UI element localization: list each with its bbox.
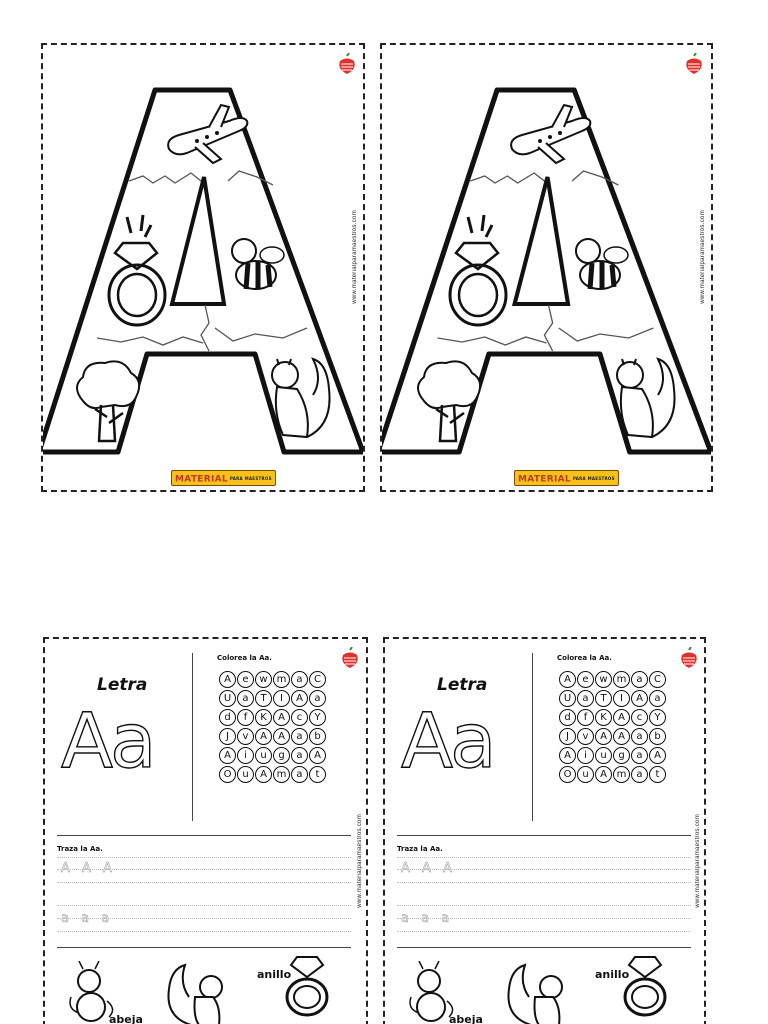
- letter-bubble[interactable]: A: [649, 747, 666, 764]
- ring-icon: [446, 207, 510, 327]
- trace-uppercase: A A A: [61, 861, 116, 876]
- letter-bubble[interactable]: T: [595, 690, 612, 707]
- ring-icon: [105, 207, 169, 327]
- brand-logo: [171, 470, 276, 486]
- section-divider-horizontal: [397, 947, 691, 948]
- letter-bubble[interactable]: J: [559, 728, 576, 745]
- letter-bubble[interactable]: u: [595, 747, 612, 764]
- letter-bubble[interactable]: a: [631, 766, 648, 783]
- worksheet-heading: Letra: [97, 675, 148, 695]
- color-instruction: Colorea la Aa.: [557, 654, 612, 662]
- letter-bubble[interactable]: A: [219, 747, 236, 764]
- letter-bubble[interactable]: m: [613, 671, 630, 688]
- letter-a-worksheet: [383, 637, 706, 1024]
- section-divider-horizontal: [57, 947, 351, 948]
- letter-a-coloring-card: [41, 43, 365, 492]
- letter-bubble[interactable]: c: [291, 709, 308, 726]
- letter-a-coloring-card: [380, 43, 713, 492]
- letter-bubble[interactable]: a: [631, 728, 648, 745]
- letter-bubble[interactable]: A: [595, 728, 612, 745]
- letter-bubble[interactable]: I: [613, 690, 630, 707]
- letter-bubble[interactable]: Y: [649, 709, 666, 726]
- trace-guide-line: [57, 882, 351, 883]
- squirrel-icon: [612, 349, 678, 441]
- letter-bubble[interactable]: g: [613, 747, 630, 764]
- site-url: www.materialparamaestros.com: [357, 814, 363, 908]
- letter-bubble[interactable]: i: [237, 747, 254, 764]
- letter-bubble-grid: [559, 671, 667, 785]
- letter-bubble[interactable]: a: [291, 766, 308, 783]
- trace-lowercase: a a a: [61, 911, 114, 926]
- letter-bubble[interactable]: t: [649, 766, 666, 783]
- letter-bubble[interactable]: A: [291, 690, 308, 707]
- letter-bubble[interactable]: v: [577, 728, 594, 745]
- letter-bubble[interactable]: w: [255, 671, 272, 688]
- trace-instruction: Traza la Aa.: [57, 845, 103, 853]
- letter-bubble[interactable]: a: [631, 747, 648, 764]
- big-letter-aa: Aa: [401, 696, 494, 785]
- section-divider-horizontal: [397, 835, 691, 836]
- word-ring: anillo: [257, 968, 292, 981]
- trace-guide-line: [397, 857, 691, 858]
- letter-bubble[interactable]: J: [219, 728, 236, 745]
- letter-bubble[interactable]: d: [559, 709, 576, 726]
- trace-guide-line: [57, 905, 351, 906]
- trace-guide-line: [397, 905, 691, 906]
- airplane-icon: [506, 97, 596, 167]
- letter-bubble[interactable]: b: [309, 728, 326, 745]
- letter-bubble[interactable]: a: [291, 747, 308, 764]
- trace-guide-line: [57, 931, 351, 932]
- letter-bubble[interactable]: a: [649, 690, 666, 707]
- letter-bubble[interactable]: u: [255, 747, 272, 764]
- squirrel-icon: [505, 963, 567, 1024]
- brand-logo-sub: PARA MAESTROS: [229, 476, 272, 481]
- letter-bubble[interactable]: c: [631, 709, 648, 726]
- letter-bubble[interactable]: A: [631, 690, 648, 707]
- ring-icon: [621, 953, 671, 1017]
- brand-logo-main: MATERIAL: [518, 474, 571, 485]
- word-ring: anillo: [595, 968, 630, 981]
- letter-bubble[interactable]: K: [595, 709, 612, 726]
- color-instruction: Colorea la Aa.: [217, 654, 272, 662]
- letter-bubble[interactable]: m: [613, 766, 630, 783]
- squirrel-icon: [165, 963, 227, 1024]
- section-divider-vertical: [192, 653, 193, 821]
- site-url: www.materialparamaestros.com: [352, 210, 358, 304]
- letter-bubble[interactable]: K: [255, 709, 272, 726]
- letter-bubble[interactable]: f: [577, 709, 594, 726]
- letter-bubble[interactable]: O: [219, 766, 236, 783]
- letter-bubble[interactable]: a: [309, 690, 326, 707]
- section-divider-vertical: [532, 653, 533, 821]
- tree-icon: [71, 357, 145, 447]
- letter-bubble[interactable]: a: [291, 671, 308, 688]
- letter-bubble[interactable]: t: [309, 766, 326, 783]
- letter-bubble[interactable]: v: [237, 728, 254, 745]
- letter-bubble[interactable]: e: [237, 671, 254, 688]
- letter-bubble[interactable]: O: [559, 766, 576, 783]
- apple-icon: [684, 53, 704, 75]
- bee-icon: [570, 233, 630, 297]
- letter-bubble[interactable]: i: [577, 747, 594, 764]
- letter-bubble[interactable]: a: [237, 690, 254, 707]
- brand-logo-sub: PARA MAESTROS: [572, 476, 615, 481]
- letter-bubble[interactable]: A: [255, 766, 272, 783]
- letter-bubble[interactable]: e: [577, 671, 594, 688]
- letter-bubble[interactable]: A: [613, 728, 630, 745]
- letter-bubble[interactable]: A: [559, 671, 576, 688]
- tree-icon: [412, 357, 486, 447]
- letter-bubble[interactable]: a: [577, 690, 594, 707]
- airplane-icon: [163, 97, 253, 167]
- trace-instruction: Traza la Aa.: [397, 845, 443, 853]
- trace-uppercase: A A A: [401, 861, 456, 876]
- word-bee: abeja: [449, 1013, 483, 1024]
- letter-bubble[interactable]: A: [273, 728, 290, 745]
- apple-icon: [679, 647, 699, 669]
- letter-bubble-grid: [219, 671, 327, 785]
- letter-bubble[interactable]: I: [273, 690, 290, 707]
- letter-bubble[interactable]: A: [559, 747, 576, 764]
- letter-bubble[interactable]: A: [595, 766, 612, 783]
- letter-bubble[interactable]: m: [273, 671, 290, 688]
- trace-guide-line: [57, 857, 351, 858]
- letter-bubble[interactable]: U: [559, 690, 576, 707]
- letter-bubble[interactable]: u: [237, 766, 254, 783]
- letter-bubble[interactable]: A: [219, 671, 236, 688]
- ring-icon: [283, 953, 333, 1017]
- letter-bubble[interactable]: C: [649, 671, 666, 688]
- site-url: www.materialparamaestros.com: [700, 210, 706, 304]
- letter-bubble[interactable]: g: [273, 747, 290, 764]
- worksheet-heading: Letra: [437, 675, 488, 695]
- word-bee: abeja: [109, 1013, 143, 1024]
- letter-bubble[interactable]: C: [309, 671, 326, 688]
- trace-guide-line: [397, 882, 691, 883]
- letter-bubble[interactable]: T: [255, 690, 272, 707]
- letter-bubble[interactable]: A: [273, 709, 290, 726]
- site-url: www.materialparamaestros.com: [695, 814, 701, 908]
- section-divider-horizontal: [57, 835, 351, 836]
- squirrel-icon: [267, 349, 333, 441]
- apple-icon: [337, 53, 357, 75]
- letter-bubble[interactable]: m: [273, 766, 290, 783]
- bee-icon: [226, 233, 286, 297]
- letter-bubble[interactable]: a: [291, 728, 308, 745]
- letter-bubble[interactable]: A: [255, 728, 272, 745]
- trace-lowercase: a a a: [401, 911, 454, 926]
- letter-bubble[interactable]: f: [237, 709, 254, 726]
- letter-bubble[interactable]: A: [309, 747, 326, 764]
- trace-guide-line: [397, 931, 691, 932]
- letter-bubble[interactable]: U: [219, 690, 236, 707]
- letter-bubble[interactable]: u: [577, 766, 594, 783]
- brand-logo-main: MATERIAL: [175, 474, 228, 485]
- letter-a-worksheet: [43, 637, 368, 1024]
- letter-bubble[interactable]: Y: [309, 709, 326, 726]
- letter-bubble[interactable]: b: [649, 728, 666, 745]
- letter-bubble[interactable]: w: [595, 671, 612, 688]
- apple-icon: [340, 647, 360, 669]
- big-letter-aa: Aa: [61, 696, 154, 785]
- letter-bubble[interactable]: A: [613, 709, 630, 726]
- brand-logo: [514, 470, 619, 486]
- letter-bubble[interactable]: d: [219, 709, 236, 726]
- letter-bubble[interactable]: a: [631, 671, 648, 688]
